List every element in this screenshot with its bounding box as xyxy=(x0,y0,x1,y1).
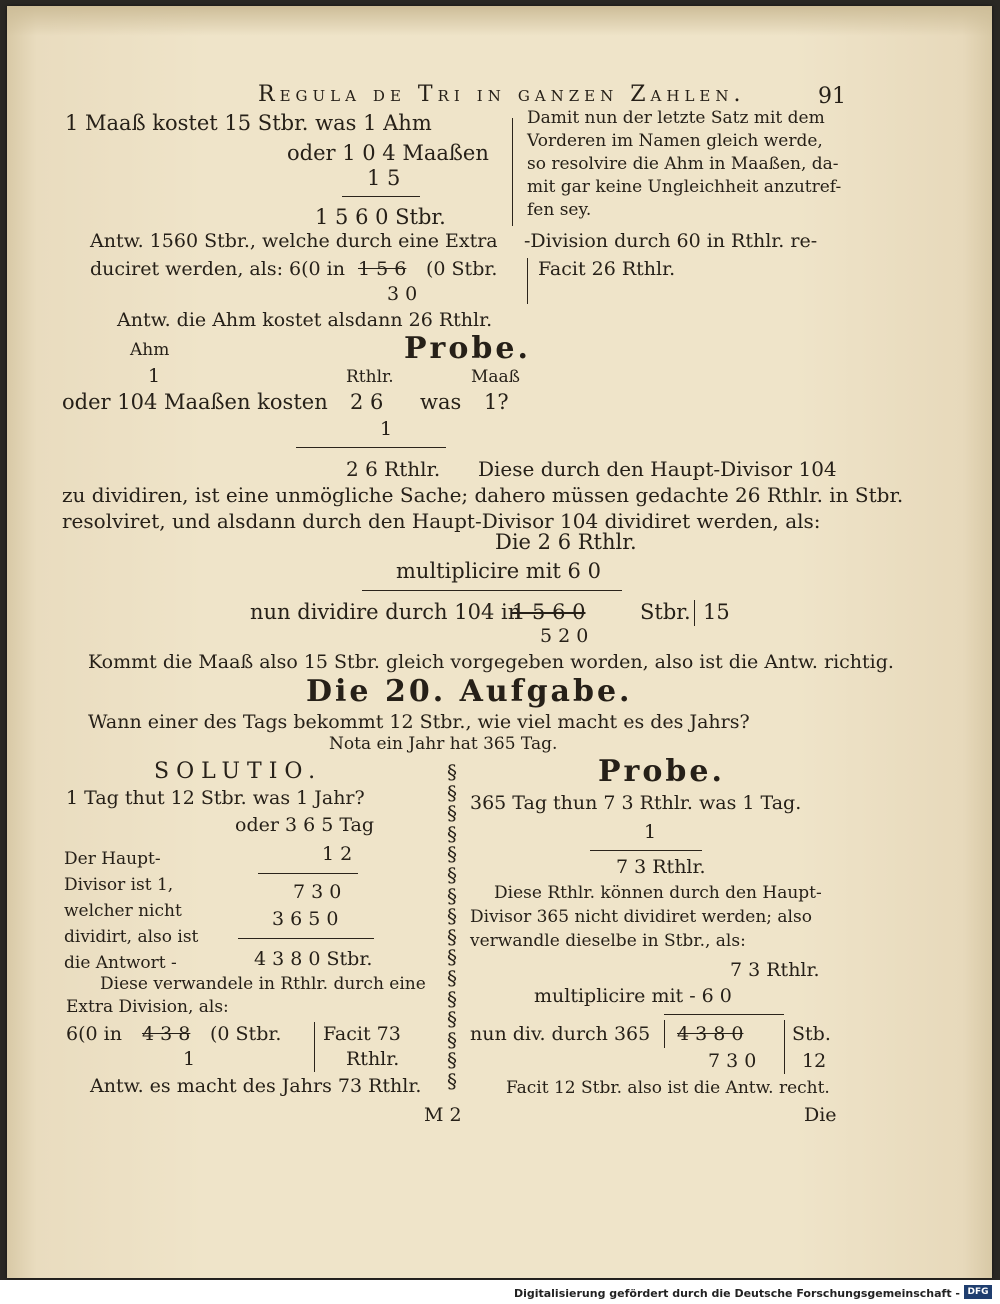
probe2-division-dividend: 4 3 8 0 xyxy=(677,1023,744,1045)
probe-division-dividend: 1 5 6 0 xyxy=(512,600,586,624)
probe-row-was: was xyxy=(420,390,462,414)
probe2-paragraph-line: verwandle dieselbe in Stbr., als: xyxy=(470,931,746,951)
calc-rule xyxy=(342,196,420,197)
solutio-heading: SOLUTIO. xyxy=(154,759,323,784)
solutio-division-intro: 6(0 in xyxy=(66,1023,122,1045)
solutio-product-line: 3 6 5 0 xyxy=(272,908,339,930)
page-number: 91 xyxy=(818,84,846,109)
probe2-calc-line: 7 3 Rthlr. xyxy=(730,959,820,981)
probe2-rule xyxy=(590,850,702,851)
probe-division-unit: Stbr. xyxy=(640,600,691,624)
solutio-facit-unit: Rthlr. xyxy=(346,1048,400,1070)
calc-line-3: 1 5 xyxy=(367,166,401,190)
solutio-line-3: 1 2 xyxy=(322,843,353,865)
probe-calc-rule xyxy=(362,590,622,591)
division-intro: duciret werden, als: 6(0 in xyxy=(90,258,345,280)
section-mark-column xyxy=(447,762,467,1092)
section-mark: § xyxy=(447,986,457,1011)
probe-division-remainder: 5 2 0 xyxy=(540,625,589,647)
catchword: Die xyxy=(804,1104,837,1126)
division-unit: (0 Stbr. xyxy=(426,258,498,280)
probe-division-quotient: 15 xyxy=(703,600,730,624)
solutio-side-line: die Antwort - xyxy=(64,953,177,973)
side-note-line: Vorderen im Namen gleich werde, xyxy=(527,131,823,151)
probe-row-value: 2 6 xyxy=(350,390,384,414)
probe-calc-line: Die 2 6 Rthlr. xyxy=(495,530,637,554)
solutio-product-total: 4 3 8 0 Stbr. xyxy=(254,948,373,970)
section-mark: § xyxy=(447,862,457,887)
solutio-paragraph-line: Diese verwandele in Rthlr. durch eine xyxy=(100,974,426,994)
probe-calc-line: multiplicire mit 6 0 xyxy=(396,559,601,583)
answer-summary: Antw. die Ahm kostet alsdann 26 Rthlr. xyxy=(117,309,493,331)
probe2-paragraph-line: Divisor 365 nicht dividiret werden; also xyxy=(470,907,812,927)
unit-label-maass: Maaß xyxy=(471,367,521,387)
probe-paragraph-line: Diese durch den Haupt-Divisor 104 xyxy=(478,457,837,481)
signature-mark: M 2 xyxy=(424,1104,462,1126)
facit-result: Facit 26 Rthlr. xyxy=(538,258,676,280)
side-note-line: mit gar keine Ungleichheit anzutref- xyxy=(527,177,842,197)
solutio-division-dividend: 4 3 8 xyxy=(142,1023,191,1045)
solutio-division-unit: (0 Stbr. xyxy=(210,1023,282,1045)
solutio-division-remainder: 1 xyxy=(183,1048,196,1070)
division-dividend: 1 5 6 xyxy=(358,258,407,280)
section-mark: § xyxy=(447,904,457,929)
solutio-answer: Antw. es macht des Jahrs 73 Rthlr. xyxy=(90,1075,422,1097)
probe2-paragraph-line: Diese Rthlr. können durch den Haupt- xyxy=(494,883,822,903)
unit-label-ahm: Ahm xyxy=(130,340,170,360)
probe-multiplier: 1 xyxy=(380,418,393,440)
probe2-division-bar-right xyxy=(784,1020,785,1074)
answer-line-1-cont: -Division durch 60 in Rthlr. re- xyxy=(524,230,818,252)
solutio-side-line: Divisor ist 1, xyxy=(64,875,174,895)
column-divider xyxy=(512,118,513,226)
side-note-line: Damit nun der letzte Satz mit dem xyxy=(527,108,825,128)
probe-division-intro: nun dividire durch 104 in xyxy=(250,600,522,624)
division-bar xyxy=(527,258,528,304)
solutio-side-line: Der Haupt- xyxy=(64,849,161,869)
probe2-result: 7 3 Rthlr. xyxy=(616,856,706,878)
section-mark: § xyxy=(447,780,457,805)
solutio-side-line: welcher nicht xyxy=(64,901,182,921)
section-mark: § xyxy=(447,1048,457,1073)
division-remainder: 3 0 xyxy=(387,283,418,305)
probe2-division-remainder: 7 3 0 xyxy=(708,1050,757,1072)
probe-division-bar xyxy=(694,600,695,626)
solutio-line-1: 1 Tag thut 12 Stbr. was 1 Jahr? xyxy=(66,787,365,809)
side-note-line: fen sey. xyxy=(527,200,592,220)
probe2-division-unit: Stb. xyxy=(792,1023,831,1045)
section-mark: § xyxy=(447,801,457,826)
solutio-product-rule xyxy=(238,938,374,939)
section-mark: § xyxy=(447,1007,457,1032)
probe-conclusion: Kommt die Maaß also 15 Stbr. gleich vorgegeben worden, also ist die Antw. richtig. xyxy=(88,651,894,673)
section-mark: § xyxy=(447,1027,457,1052)
probe2-facit: Facit 12 Stbr. also ist die Antw. recht. xyxy=(506,1078,830,1098)
calc-line-1: 1 Maaß kostet 15 Stbr. was 1 Ahm xyxy=(65,111,432,135)
probe-paragraph-line: resolviret, und alsdann durch den Haupt-Divisor 104 dividiret werden, als: xyxy=(62,509,821,533)
section-mark: § xyxy=(447,883,457,908)
probe2-line-1: 365 Tag thun 7 3 Rthlr. was 1 Tag. xyxy=(470,792,802,814)
section-mark: § xyxy=(447,924,457,949)
probe2-division-intro: nun div. durch 365 xyxy=(470,1023,651,1045)
section-mark: § xyxy=(447,760,457,784)
probe-row-text: oder 104 Maaßen kosten xyxy=(62,390,328,414)
probe2-division-quotient: 12 xyxy=(802,1050,827,1072)
probe-row-question: 1? xyxy=(484,390,509,414)
section-mark: § xyxy=(447,945,457,970)
probe-rule xyxy=(296,447,446,448)
answer-line-1: Antw. 1560 Stbr., welche durch eine Extra xyxy=(90,230,498,252)
solutio-rule xyxy=(258,873,358,874)
page-shadow xyxy=(7,6,992,36)
solutio-division-bar xyxy=(314,1022,315,1072)
section-mark: § xyxy=(447,821,457,846)
side-note-line: so resolvire die Ahm in Maaßen, da- xyxy=(527,154,839,174)
probe-result: 2 6 Rthlr. xyxy=(346,457,441,481)
solutio-facit: Facit 73 xyxy=(323,1023,401,1045)
solutio-product-line: 7 3 0 xyxy=(293,881,342,903)
solutio-paragraph-line: Extra Division, als: xyxy=(66,997,229,1017)
probe2-calc-line: multiplicire mit - 6 0 xyxy=(534,985,732,1007)
probe2-multiplier: 1 xyxy=(644,821,657,843)
probe2-division-bar-left xyxy=(664,1020,665,1048)
solutio-side-line: dividirt, also ist xyxy=(64,927,199,947)
task-heading: Die 20. Aufgabe. xyxy=(306,674,633,709)
probe-paragraph-line: zu dividiren, ist eine unmögliche Sache; dahero müssen gedachte 26 Rthlr. in Stbr. xyxy=(62,483,904,507)
solutio-line-2: oder 3 6 5 Tag xyxy=(235,814,375,836)
calc-result: 1 5 6 0 Stbr. xyxy=(315,205,446,229)
section-mark: § xyxy=(447,1068,457,1093)
funding-note: Digitalisierung gefördert durch die Deutsche Forschungsgemeinschaft - xyxy=(513,1287,960,1300)
probe2-heading: Probe. xyxy=(598,754,725,789)
probe-value: 1 xyxy=(148,365,161,387)
task-nota: Nota ein Jahr hat 365 Tag. xyxy=(329,734,558,754)
task-question: Wann einer des Tags bekommt 12 Stbr., wie viel macht es des Jahrs? xyxy=(88,711,750,733)
probe2-calc-rule xyxy=(664,1014,784,1015)
probe-heading: Probe. xyxy=(404,331,531,366)
unit-label-rthlr: Rthlr. xyxy=(346,367,394,387)
running-title: Regula de Tri in ganzen Zahlen. xyxy=(258,82,746,107)
dfg-logo: DFG xyxy=(964,1285,992,1299)
section-mark: § xyxy=(447,842,457,867)
section-mark: § xyxy=(447,965,457,990)
calc-line-2: oder 1 0 4 Maaßen xyxy=(287,141,489,165)
